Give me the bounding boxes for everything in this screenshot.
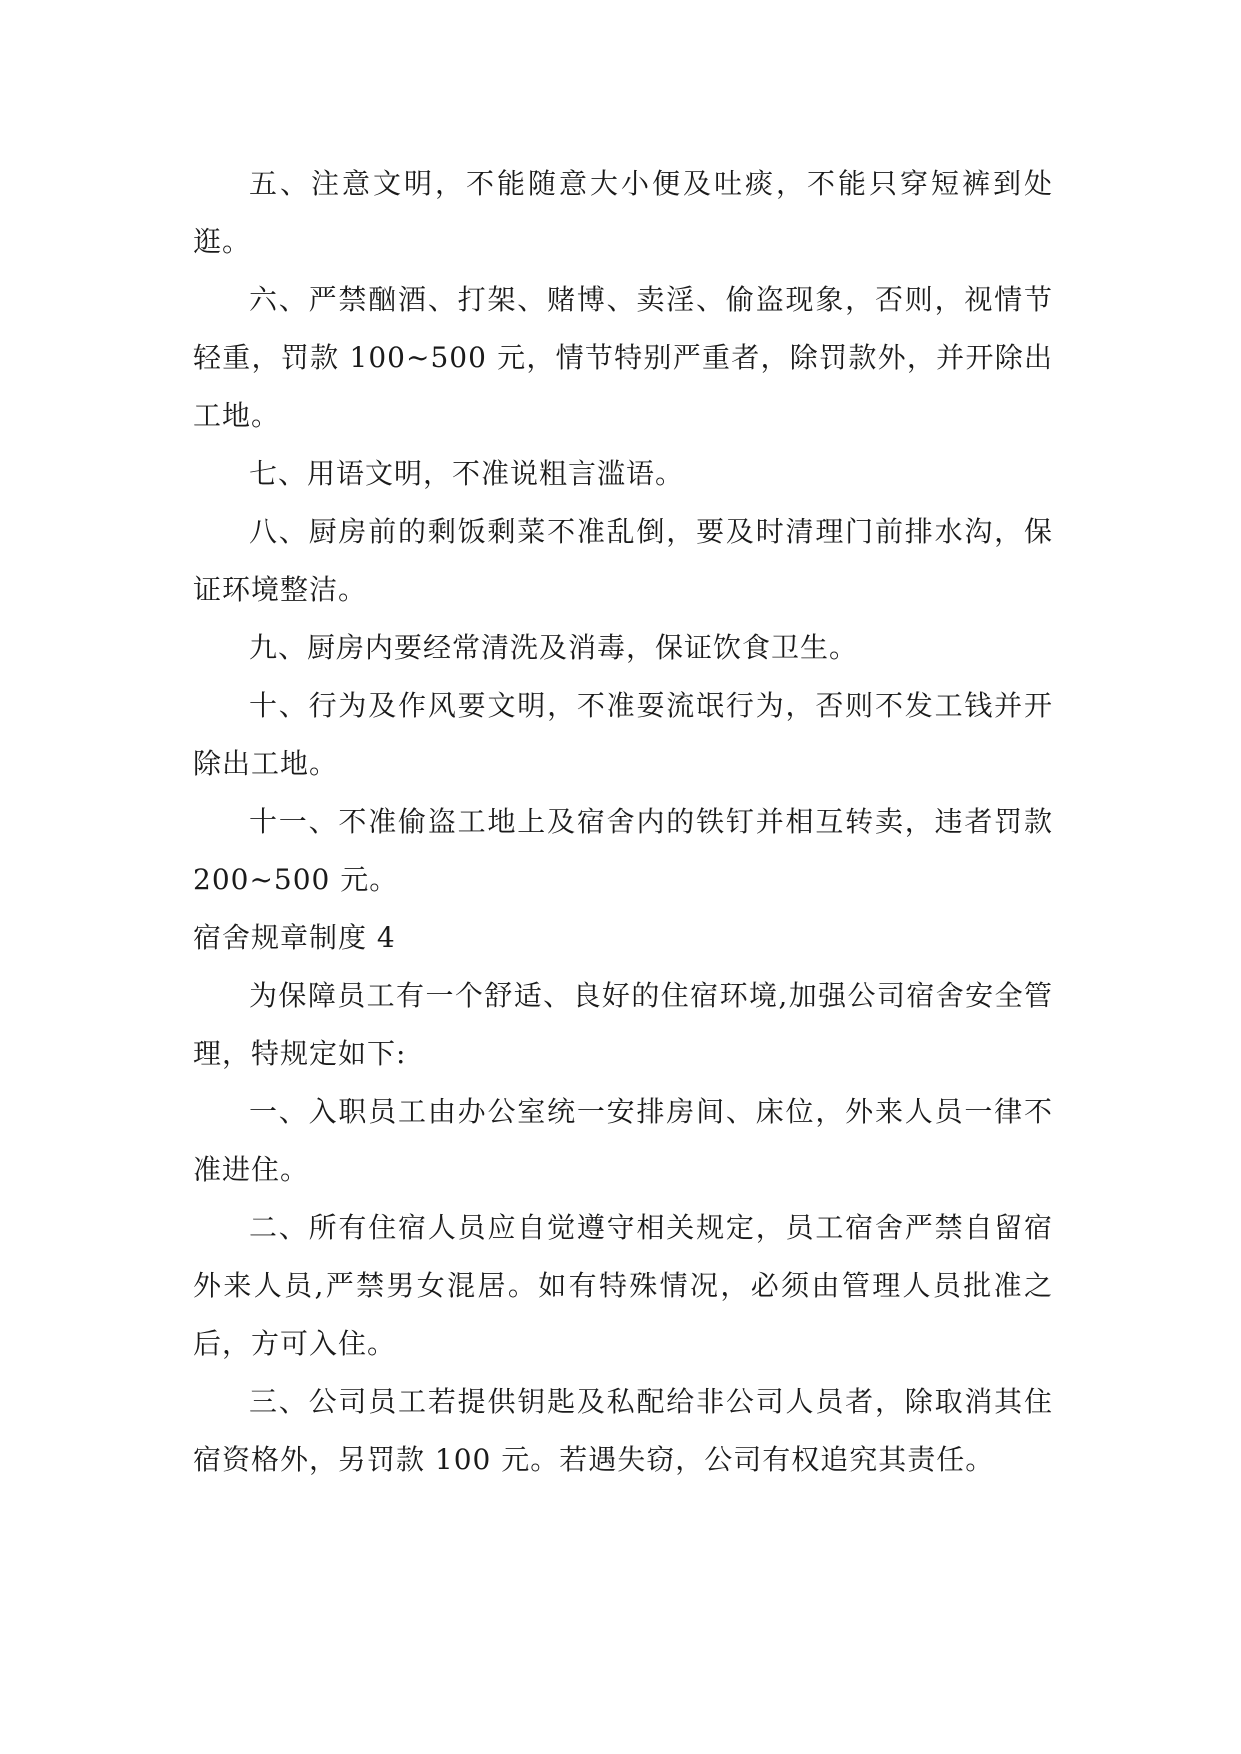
rule-paragraph-11: 十一、不准偷盗工地上及宿舍内的铁钉并相互转卖，违者罚款 200~500 元。 <box>193 805 1053 896</box>
intro-paragraph: 为保障员工有一个舒适、良好的住宿环境,加强公司宿舍安全管理，特规定如下: <box>193 979 1053 1070</box>
rule-paragraph-10: 十、行为及作风要文明，不准耍流氓行为，否则不发工钱并开除出工地。 <box>193 689 1053 780</box>
rule-paragraph-7: 七、用语文明，不准说粗言滥语。 <box>249 457 685 490</box>
dorm-rule-paragraph-3: 三、公司员工若提供钥匙及私配给非公司人员者，除取消其住宿资格外，另罚款 100 元。若遇失窃，公司有权追究其责任。 <box>193 1385 1053 1476</box>
section-heading: 宿舍规章制度 4 <box>193 921 396 954</box>
dorm-rule-paragraph-2: 二、所有住宿人员应自觉遵守相关规定，员工宿舍严禁自留宿外来人员,严禁男女混居。如有特殊情况，必须由管理人员批准之后，方可入住。 <box>193 1211 1053 1360</box>
rule-paragraph-6: 六、严禁酗酒、打架、赌博、卖淫、偷盗现象，否则，视情节轻重，罚款 100~500 元，情节特别严重者，除罚款外，并开除出工地。 <box>193 283 1053 432</box>
rule-paragraph-8: 八、厨房前的剩饭剩菜不准乱倒，要及时清理门前排水沟，保证环境整洁。 <box>193 515 1053 606</box>
dorm-rule-paragraph-1: 一、入职员工由办公室统一安排房间、床位，外来人员一律不准进住。 <box>193 1095 1053 1186</box>
document-body <box>193 155 1053 1489</box>
rule-paragraph-5: 五、注意文明，不能随意大小便及吐痰，不能只穿短裤到处逛。 <box>193 167 1053 258</box>
rule-paragraph-9: 九、厨房内要经常清洗及消毒，保证饮食卫生。 <box>249 631 859 664</box>
